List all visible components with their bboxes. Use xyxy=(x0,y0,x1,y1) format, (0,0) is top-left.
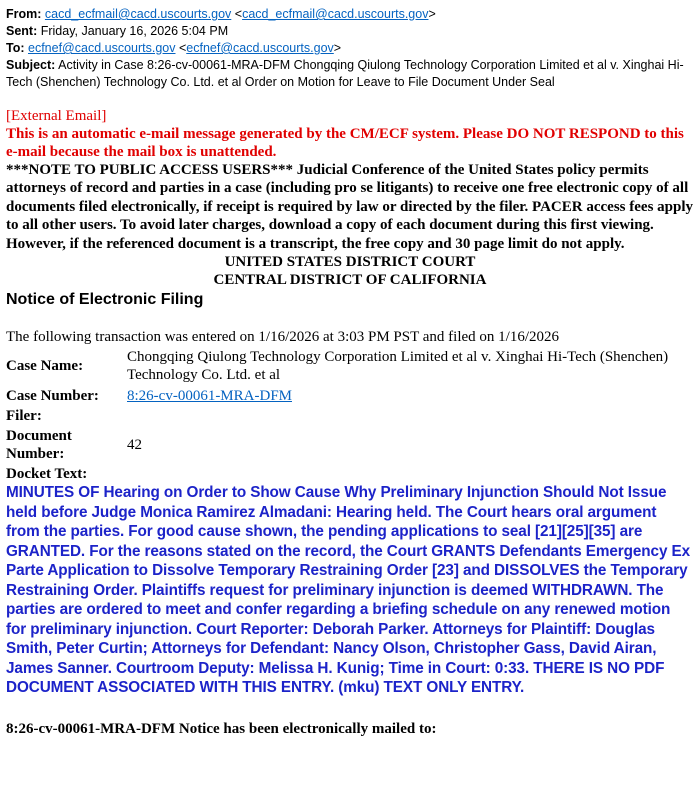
from-label: From: xyxy=(6,7,42,21)
external-email-tag: [External Email] xyxy=(6,108,107,124)
case-info-table xyxy=(6,348,694,463)
from-row: From: cacd_ecfmail@cacd.uscourts.gov <cacd_ecfmail@cacd.uscourts.gov> xyxy=(6,7,436,21)
sent-row xyxy=(6,23,694,40)
court-name-line2: CENTRAL DISTRICT OF CALIFORNIA xyxy=(213,272,487,289)
court-name-line1: UNITED STATES DISTRICT COURT xyxy=(224,254,476,271)
document-number-label: Document Number: xyxy=(6,428,72,463)
document-number-row xyxy=(6,425,694,463)
sent-label: Sent: xyxy=(6,24,38,38)
from-address-link[interactable]: cacd_ecfmail@cacd.uscourts.gov xyxy=(44,7,232,21)
subject-label: Subject: xyxy=(6,58,56,72)
case-number-label: Case Number: xyxy=(6,388,99,405)
subject-value: Activity in Case 8:26-cv-00061-MRA-DFM Chongqing Qiulong Technology Corporation Limited et al v. Xinghai Hi-Tech (Shenchen) Technology Co. Ltd. et al Order on Motion for Leave to File Document Under Seal xyxy=(6,58,684,89)
to-address-link-bracketed[interactable]: ecfnef@cacd.uscourts.gov xyxy=(186,41,334,55)
filer-row xyxy=(6,405,694,425)
docket-text: MINUTES OF Hearing on Order to Show Cause Why Preliminary Injunction Should Not Issue held before Judge Monica Ramirez Almadani: Hearing held. The Court hears oral argument from the parties. For good cause shown, the pending applications to seal [21][25][35] are GRANTED. For the reasons stated on the record, the Court GRANTS Defendants Emergency Ex Parte Application to Dissolve Temporary Restraining Order [23] and DISSOLVES the Temporary Restraining Order. Plaintiffs request for preliminary injunction is deemed WITHDRAWN. The parties are ordered to meet and confer regarding a briefing schedule on any renewed motion for preliminary injunction. Court Reporter: Deborah Parker. Attorneys for Plaintiff: Douglas Smith, Peter Curtin; Attorneys for Defendant: Nancy Olson, Christopher Gass, David Airan, James Sanner. Courtroom Deputy: Melissa H. Kunig; Time in Court: 0:33. THERE IS NO PDF DOCUMENT ASSOCIATED WITH THIS ENTRY. (mku) TEXT ONLY ENTRY. xyxy=(6,484,691,697)
document-number-value: 42 xyxy=(127,437,142,454)
filer-label: Filer: xyxy=(6,408,42,425)
to-row: To: ecfnef@cacd.uscourts.gov <ecfnef@cacd.uscourts.gov> xyxy=(6,41,342,55)
email-header xyxy=(6,6,694,91)
electronically-mailed-notice: 8:26-cv-00061-MRA-DFM Notice has been electronically mailed to: xyxy=(6,720,437,737)
auto-message-warning: This is an automatic e-mail message generated by the CM/ECF system. Please DO NOT RESPOND to this e-mail because the mail box is unattended. xyxy=(6,126,684,160)
filer-value xyxy=(127,405,694,425)
case-number-row xyxy=(6,384,694,405)
case-number-link[interactable]: 8:26-cv-00061-MRA-DFM xyxy=(127,388,292,405)
sent-value: Friday, January 16, 2026 5:04 PM xyxy=(40,24,229,38)
case-name-value: Chongqing Qiulong Technology Corporation Limited et al v. Xinghai Hi-Tech (Shenchen) Technology Co. Ltd. et al xyxy=(127,349,669,384)
to-address-link[interactable]: ecfnef@cacd.uscourts.gov xyxy=(28,41,176,55)
docket-text-label: Docket Text: xyxy=(6,466,88,483)
nef-title: Notice of Electronic Filing xyxy=(6,291,204,309)
subject-row xyxy=(6,57,694,91)
transaction-line: The following transaction was entered on 1/16/2026 at 3:03 PM PST and filed on 1/16/2026 xyxy=(6,329,559,346)
case-name-label: Case Name: xyxy=(6,358,84,375)
case-name-row xyxy=(6,348,694,384)
to-label: To: xyxy=(6,41,25,55)
from-address-link-bracketed[interactable]: cacd_ecfmail@cacd.uscourts.gov xyxy=(242,7,429,21)
public-access-note: ***NOTE TO PUBLIC ACCESS USERS*** Judicial Conference of the United States policy permits attorneys of record and parties in a case (including pro se litigants) to receive one free electronic copy of all documents filed electronically, if receipt is required by law or directed by the filer. PACER access fees apply to all other users. To avoid later charges, download a copy of each document during this first viewing. However, if the referenced document is a transcript, the free copy and 30 page limit do not apply. xyxy=(6,162,694,252)
